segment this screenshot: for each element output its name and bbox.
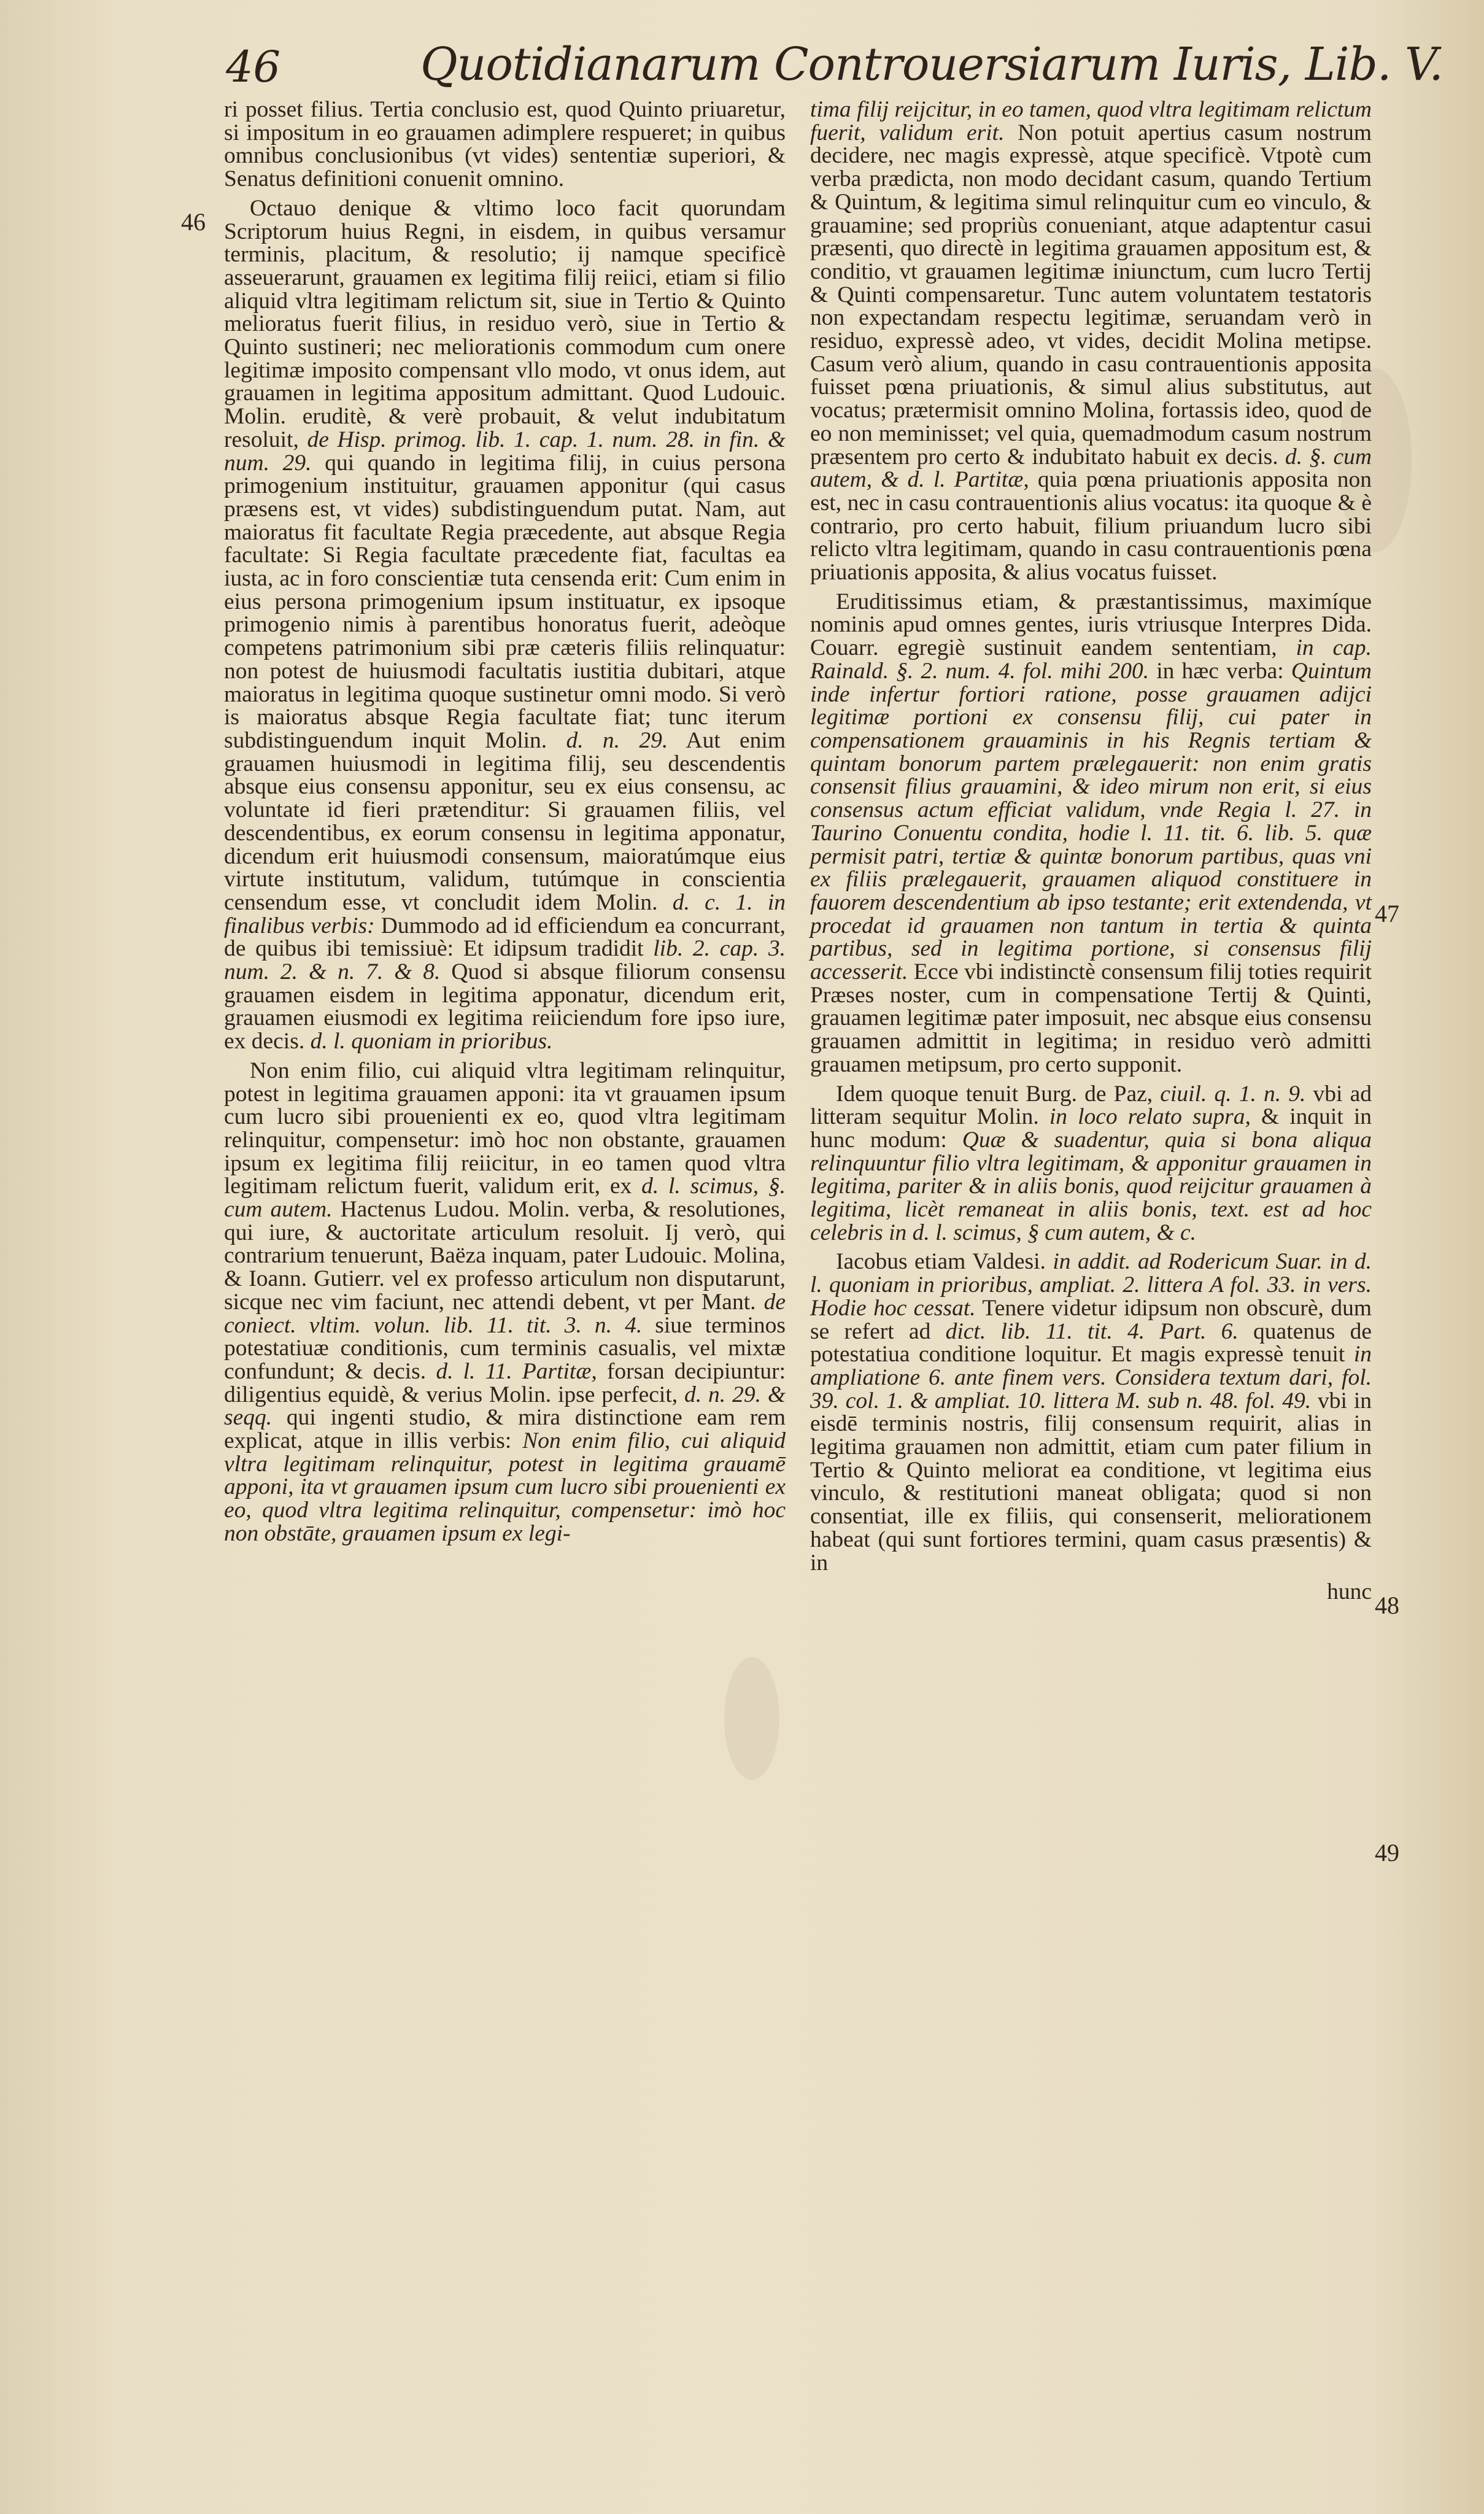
paragraph: Non enim filio, cui aliquid vltra legitimam relinquitur, potest in legitima grauamen apponi: ita vt grauamen ipsum cum lucro sibi prouenienti ex eo, quod vltra legitimam relinquitur, compensetur: imò hoc non obstante, grauamen ipsum ex legitima filij reiicitur, in eo tamen quod vltra legitimam relictum fuerit, validum erit, ex d. l. scimus, §. cum autem. Hactenus Ludou. Molin. verba, & resolutiones, qui iure, & auctoritate articulum resoluit. Ij verò, qui contrarium tenuerunt, Baëza inquam, pater Ludouic. Molina, & Ioann. Gutierr. vel ex professo articulum non disputarunt, sicque nec vim faciunt, nec attendi debent, vt per Mant. de coniect. vltim. volun. lib. 11. tit. 3. n. 4. siue terminos potestatiuæ conditionis, cum terminis casualis, vel mixtæ confundunt; & decis. d. l. 11. Partitæ, forsan decipiuntur: diligentius equidè, & verius Molin. ipse perfecit, d. n. 29. & seqq. qui ingenti studio, & mira distinctione eam rem explicat, atque in illis verbis: Non enim filio, cui aliquid vltra legitimam relinquitur, potest in legitima grauamē apponi, ita vt grauamen ipsum cum lucro sibi prouenienti ex eo, quod vltra legitima relinquitur, compensetur: imò hoc non obstāte, grauamen ipsum ex legi- bbox=[224, 1058, 786, 1546]
left-column bbox=[224, 98, 786, 1552]
catchword: hunc bbox=[1327, 1579, 1372, 1605]
paper-stain bbox=[724, 1657, 779, 1780]
margin-number: 49 bbox=[1375, 1839, 1399, 1866]
citation: d. c. 1. in finalibus verbis: bbox=[224, 889, 786, 938]
citation: de coniect. vltim. volun. lib. 11. tit. 3. n. 4. bbox=[224, 1289, 786, 1338]
paragraph: ri posset filius. Tertia conclusio est, quod Quinto priuaretur, si impositum in eo grauamen adimplere respueret; in quibus omnibus conclusionibus (vt vides) sententiæ superiori, & Senatus definitioni conuenit omnino. bbox=[224, 97, 786, 192]
paragraph: Idem quoque tenuit Burg. de Paz, ciuil. q. 1. n. 9. vbi ad litteram sequitur Molin. in loco relato supra, & inquit in hunc modum: Quæ & suadentur, quia si bona aliqua relinquuntur filio vltra legitimam, & apponitur grauamen in legitima, pariter & in aliis bonis, quod reijcitur grauamen à legitima, licèt remaneat in aliis bonis, text. est ad hoc celebris in d. l. scimus, § cum autem, & c. bbox=[810, 1081, 1372, 1245]
citation: d. §. cum autem, & d. l. Partitæ, bbox=[810, 444, 1372, 493]
citation: dict. lib. 11. tit. 4. Part. 6. bbox=[945, 1318, 1239, 1344]
citation: d. l. scimus, §. cum autem. bbox=[224, 1174, 786, 1223]
right-column bbox=[810, 98, 1372, 1604]
paragraph: tima filij reijcitur, in eo tamen, quod vltra legitimam relictum fuerit, validum erit. Non potuit apertius casum nostrum decidere, nec magis expressè, atque specificè. Vtpotè cum verba prædicta, non modo decidant casum, quando Tertium & Quintum, & legitima simul relinquitur cum eo vinculo, & grauamine; sed propriùs conueniant, atque adaptentur casui præsenti, quo directè in legitima grauamen appositum est, & conditio, vt grauamen legitimæ iniunctum, cum lucro Tertij & Quinti compensaretur. Tunc autem voluntatem testatoris non expectandam respectu legitimæ, seruandam verò in residuo, expressè adeo, vt vides, decidit Molina metipse. Casum verò alium, quando in casu contrauentionis apposita fuisset pœna priuationis, & simul alius substitutus, aut vocatus; prætermisit omnino Molina, fortassis ideo, quod de eo non meminisset; vel quia, quemadmodum casum nostrum præsentem pro certo & indubitato habuit ex decis. d. §. cum autem, & d. l. Partitæ, quia pœna priuationis apposita non est, nec in casu contrauentionis alius vocatus: ita quoque & è contrario, pro certo habuit, filium priuandum lucro sibi relicto vltra legitimam, quando in casu contrauentionis pœna priuationis apposita, & alius vocatus fuisset. bbox=[810, 97, 1372, 586]
margin-number: 47 bbox=[1375, 900, 1399, 927]
quotation: Quintum inde infertur fortiori ratione, posse grauamen adijci legitimæ portioni ex consensu filij, cui pater in compensationem grauaminis in his Regnis tertiam & quintam bonorum partem prælegauerit: non enim gratis consensit filius grauamini, & ideo mirum non erit, si eius consensus actum efficiat validum, vnde Regia l. 27. in Taurino Conuentu condita, hodie l. 11. tit. 6. lib. 5. quæ permisit patri, tertiæ & quintæ bonorum partibus, quas vni ex filiis prælegauerit, grauamen aliquod constituere in fauorem descendentium ab ipso testante; erit extendenda, vt procedat id grauamen non tantum in tertia & quinta partibus, sed in legitima portione, si consensus filij accesserit. bbox=[810, 658, 1372, 985]
running-title: Quotidianarum Controuersiarum Iuris, Lib. V. bbox=[420, 38, 1443, 91]
margin-number: 46 bbox=[181, 208, 206, 236]
citation: lib. 2. cap. 3. num. 2. & n. 7. & 8. bbox=[224, 936, 786, 985]
citation: in ampliatione 6. ante finem vers. Considera textum dari, fol. 39. col. 1. & ampliat. 10. littera M. sub n. 48. fol. 49. bbox=[810, 1342, 1372, 1414]
page-header bbox=[215, 38, 1443, 93]
citation: in cap. Rainald. §. 2. num. 4. fol. mihi 200. bbox=[810, 635, 1372, 684]
citation: d. l. 11. Partitæ, bbox=[436, 1358, 597, 1384]
citation: ciuil. q. 1. n. 9. bbox=[1160, 1081, 1306, 1107]
quotation: Non enim filio, cui aliquid vltra legitimam relinquitur, potest in legitima grauamē apponi, ita vt grauamen ipsum cum lucro sibi prouenienti ex eo, quod vltra legitima relinquitur, compensetur: imò hoc non obstāte, grauamen ipsum ex legi- bbox=[224, 1428, 786, 1546]
margin-number: 48 bbox=[1375, 1592, 1399, 1619]
citation: d. l. quoniam in prioribus. bbox=[310, 1029, 553, 1054]
paragraph: Octauo denique & vltimo loco facit quorundam Scriptorum huius Regni, in eisdem, in quibus versamur terminis, placitum, & resolutio; ij namque specificè asseuerarunt, grauamen ex legitima filij reiici, etiam si filio aliquid vltra legitimam relictum sit, siue in Tertio & Quinto melioratus fuerit filius, in residuo verò, siue in Tertio & Quinto sustineri; nec meliorationis commodum cum onere legitimæ imposito compensant vllo modo, vt onus idem, aut grauamen in legitima appositum admittant. Quod Ludouic. Molin. eruditè, & verè probauit, & velut indubitatum resoluit, de Hisp. primog. lib. 1. cap. 1. num. 28. in fin. & num. 29. qui quando in legitima filij, in cuius persona primogenium instituitur, grauamen apponitur (qui casus præsens est, vt vides) subdistinguendum putat. Nam, aut maioratus fit facultate Regia præcedente, aut absque Regia facultate: Si Regia facultate præcedente fiat, facultas ea iusta, ac in foro conscientiæ tuta censenda erit: Cum enim in eius persona primogenium ipsum instituatur, ex ipsoque primogenio nimis à parentibus honoratus fuerit, adeòque competens patrimonium sibi præ cæteris filiis relinquatur: non potest de huiusmodi facultatis iustitia dubitari, atque maioratus in legitima quoque sustinetur omni modo. Si verò is maioratus absque Regia facultate fiat; tunc iterum subdistinguendum inquit Molin. d. n. 29. Aut enim grauamen huiusmodi in legitima filij, seu descendentis absque eius consensu apponitur, seu ex eius consensu, ac voluntate id fieri prætenditur: Si grauamen filiis, vel descendentibus, ex eorum consensu in legitima apponatur, dicendum erit huiusmodi consensum, maioratúmque eius virtute institutum, validum, tutúmque in conscientia censendum esse, vt concludit idem Molin. d. c. 1. in finalibus verbis: Dummodo ad id efficiendum ea concurrant, de quibus ibi temissiuè: Et idipsum tradidit lib. 2. cap. 3. num. 2. & n. 7. & 8. Quod si absque filiorum consensu grauamen eisdem in legitima apponatur, dicendum erit, grauamen eiusmodi ex legitima reiiciendum fore ipso iure, ex decis. d. l. quoniam in prioribus. bbox=[224, 195, 786, 1054]
citation: in addit. ad Rodericum Suar. in d. l. quoniam in prioribus, ampliat. 2. littera A fol. 33. in vers. Hodie hoc cessat. bbox=[810, 1249, 1372, 1321]
citation: d. n. 29. bbox=[566, 727, 668, 753]
paragraph: Iacobus etiam Valdesi. in addit. ad Rodericum Suar. in d. l. quoniam in prioribus, ampliat. 2. littera A fol. 33. in vers. Hodie hoc cessat. Tenere videtur idipsum non obscurè, dum se refert ad dict. lib. 11. tit. 4. Part. 6. quatenus de potestatiua conditione loquitur. Et magis expressè tenuit in ampliatione 6. ante finem vers. Considera textum dari, fol. 39. col. 1. & ampliat. 10. littera M. sub n. 48. fol. 49. vbi in eisdē terminis nostris, filij consensum requirit, alias in legitima grauamen non admittit, etiam cum pater filium in Tertio & Quinto meliorat ea conditione, vt legitima eius vinculo, & restitutioni maneat obligata; quod si non consentiat, ille ex filiis, qui consenserit, meliorationem habeat (qui sunt fortiores termini, quam casus præsentis) & in bbox=[810, 1249, 1372, 1576]
quotation: Quæ & suadentur, quia si bona aliqua relinquuntur filio vltra legitimam, & apponitur grauamen in legitima, pariter & in aliis bonis, quod reijcitur grauamen à legitima, licèt remaneat in aliis bonis, text. est ad hoc celebris in d. l. scimus, § cum autem, & c. bbox=[810, 1127, 1372, 1245]
page-number: 46 bbox=[226, 42, 281, 92]
paragraph: Eruditissimus etiam, & præstantissimus, maximíque nominis apud omnes gentes, iuris vtriusque Interpres Dida. Couarr. egregiè sustinuit eandem sententiam, in cap. Rainald. §. 2. num. 4. fol. mihi 200. in hæc verba: Quintum inde infertur fortiori ratione, posse grauamen adijci legitimæ portioni ex consensu filij, cui pater in compensationem grauaminis in his Regnis tertiam & quintam bonorum partem prælegauerit: non enim gratis consensit filius grauamini, & ideo mirum non erit, si eius consensus actum efficiat validum, vnde Regia l. 27. in Taurino Conuentu condita, hodie l. 11. tit. 6. lib. 5. quæ permisit patri, tertiæ & quintæ bonorum partibus, quas vni ex filiis prælegauerit, grauamen aliquod constituere in fauorem descendentium ab ipso testante; erit extendenda, vt procedat id grauamen non tantum in tertia & quinta partibus, sed in legitima portione, si consensus filij accesserit. Ecce vbi indistinctè consensum filij toties requirit Præses noster, cum in compensatione Tertij & Quinti, grauamen legitimæ pater imposuit, nec absque eius consensu grauamen admittit in legitima; in residuo verò admitti grauamen metipsum, pro certo supponit. bbox=[810, 589, 1372, 1077]
citation: d. n. 29. & seqq. bbox=[224, 1382, 786, 1431]
citation: in loco relato supra, bbox=[1049, 1104, 1251, 1130]
citation: de Hisp. primog. lib. 1. cap. 1. num. 28. in fin. & num. 29. bbox=[224, 427, 786, 476]
quotation: tima filij reijcitur, in eo tamen, quod vltra legitimam relictum fuerit, validum erit. bbox=[810, 97, 1372, 145]
